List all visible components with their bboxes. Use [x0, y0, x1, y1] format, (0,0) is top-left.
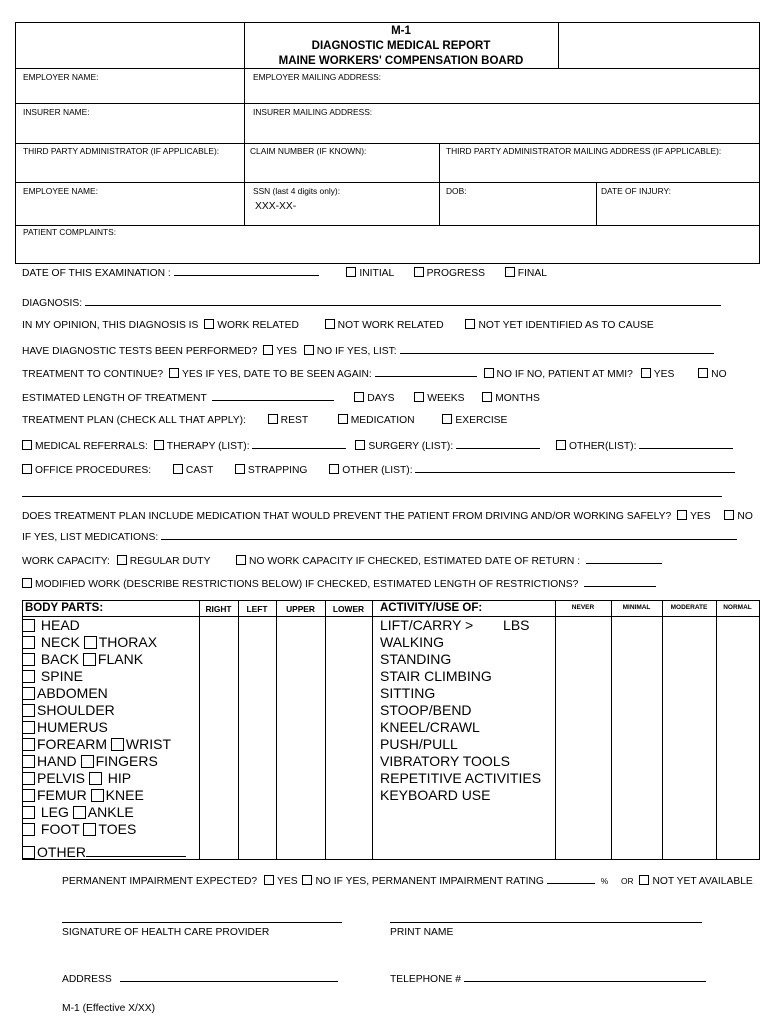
effective-label: M-1 (Effective X/XX)	[62, 1003, 156, 1014]
work-related-label: WORK RELATED	[217, 320, 299, 331]
dob-label: DOB:	[446, 186, 467, 196]
surgery-checkbox[interactable]	[355, 440, 365, 450]
activity-lift	[380, 617, 530, 634]
modified-row	[22, 576, 656, 590]
bp-row-abdomen	[22, 685, 108, 702]
referrals-row	[22, 438, 733, 452]
femur-label: FEMUR	[37, 787, 87, 803]
ssn-value: XXX-XX-	[255, 201, 297, 212]
lower-header: LOWER	[332, 604, 365, 614]
activity-walking: WALKING	[380, 634, 445, 650]
bp-row-leg	[22, 804, 134, 821]
length-label: ESTIMATED LENGTH OF TREATMENT	[22, 393, 207, 404]
activity-sitting: SITTING	[380, 685, 436, 701]
mmi-yes-label: YES	[653, 369, 675, 380]
tpa-label: THIRD PARTY ADMINISTRATOR (IF APPLICABLE):	[23, 146, 220, 156]
form-code: M-1	[391, 25, 411, 37]
continue-yes-label: YES IF YES, DATE TO BE SEEN AGAIN:	[182, 369, 372, 380]
hip-checkbox[interactable]	[89, 772, 102, 785]
never-header: NEVER	[571, 604, 595, 611]
regular-duty-label: REGULAR DUTY	[129, 556, 211, 567]
impairment-question: PERMANENT IMPAIRMENT EXPECTED?	[62, 876, 258, 887]
bp-row-shoulder	[22, 702, 115, 719]
left-header: LEFT	[246, 604, 268, 614]
employee-name-label: EMPLOYEE NAME:	[23, 186, 98, 196]
or-label: OR	[621, 876, 634, 886]
not-available-label: NOT YET AVAILABLE	[652, 876, 753, 887]
head-checkbox[interactable]	[22, 619, 35, 632]
hand-checkbox[interactable]	[22, 755, 35, 768]
neck-checkbox[interactable]	[22, 636, 35, 649]
insurer-address-label: INSURER MAILING ADDRESS:	[253, 107, 373, 117]
address-row	[62, 971, 338, 985]
med-no-label: NO	[737, 511, 753, 522]
form-subtitle: MAINE WORKERS' COMPENSATION BOARD	[278, 55, 524, 67]
other-office-checkbox[interactable]	[329, 464, 339, 474]
not-identified-checkbox[interactable]	[465, 319, 475, 329]
diagnosis-row	[22, 295, 721, 309]
exercise-label: EXERCISE	[455, 415, 508, 426]
rest-label: REST	[280, 415, 308, 426]
strapping-label: STRAPPING	[247, 465, 308, 476]
telephone-field[interactable]	[464, 971, 706, 982]
office-row	[22, 462, 735, 476]
referrals-label: MEDICAL REFERRALS:	[35, 441, 148, 452]
other-body-field[interactable]	[86, 842, 186, 857]
weeks-label: WEEKS	[427, 393, 465, 404]
right-header: RIGHT	[205, 604, 232, 614]
therapy-label: THERAPY (LIST):	[166, 441, 250, 452]
form-title: DIAGNOSTIC MEDICAL REPORT	[311, 40, 491, 52]
foot-checkbox[interactable]	[22, 823, 35, 836]
fingers-label: FINGERS	[95, 753, 158, 769]
days-label: DAYS	[367, 393, 395, 404]
not-available-checkbox[interactable]	[639, 875, 649, 885]
rest-checkbox[interactable]	[268, 414, 278, 424]
diagnosis-label: DIAGNOSIS:	[22, 298, 83, 309]
tests-question: HAVE DIAGNOSTIC TESTS BEEN PERFORMED?	[22, 346, 258, 357]
med-yes-label: YES	[690, 511, 711, 522]
activity-standing: STANDING	[380, 651, 452, 667]
impairment-rating-field[interactable]	[547, 873, 595, 884]
continue-yes-checkbox[interactable]	[169, 368, 179, 378]
modified-checkbox[interactable]	[22, 578, 32, 588]
activity-repetitive: REPETITIVE ACTIVITIES	[380, 770, 542, 786]
continue-no-checkbox[interactable]	[484, 368, 494, 378]
bp-row-neck	[22, 634, 157, 651]
date-of-injury-label: DATE OF INJURY:	[601, 186, 671, 196]
lbs-label: LBS	[503, 617, 530, 633]
tests-list-field[interactable]	[400, 343, 714, 354]
shoulder-checkbox[interactable]	[22, 704, 35, 717]
medication-list-row	[22, 529, 737, 543]
medication-label: MEDICATION	[350, 415, 415, 426]
ankle-checkbox[interactable]	[73, 806, 86, 819]
tests-no-label: NO IF YES, LIST:	[316, 346, 397, 357]
tests-yes-checkbox[interactable]	[263, 345, 273, 355]
head-label: HEAD	[40, 617, 80, 633]
opinion-row	[22, 319, 654, 331]
impairment-no-checkbox[interactable]	[302, 875, 312, 885]
other-body-label: OTHER	[37, 844, 86, 860]
office-label: OFFICE PROCEDURES:	[35, 465, 152, 476]
neck-label: NECK	[40, 634, 80, 650]
bp-row-femur	[22, 787, 144, 804]
other-referral-field[interactable]	[639, 438, 733, 449]
other-referral-label: OTHER(LIST):	[568, 441, 637, 452]
bp-row-back	[22, 651, 143, 668]
pelvis-checkbox[interactable]	[22, 772, 35, 785]
medication-list-label: IF YES, LIST MEDICATIONS:	[22, 532, 159, 543]
cast-checkbox[interactable]	[173, 464, 183, 474]
restrictions-length-field[interactable]	[584, 576, 656, 587]
address-field[interactable]	[120, 971, 338, 982]
patient-complaints-label: PATIENT COMPLAINTS:	[23, 227, 117, 237]
work-related-checkbox[interactable]	[204, 319, 214, 329]
exercise-checkbox[interactable]	[442, 414, 452, 424]
bp-row-head	[22, 617, 80, 634]
spine-checkbox[interactable]	[22, 670, 35, 683]
leg-checkbox[interactable]	[22, 806, 35, 819]
ssn-label: SSN (last 4 digits only):	[253, 186, 341, 196]
med-yes-checkbox[interactable]	[677, 510, 687, 520]
office-checkbox[interactable]	[22, 464, 32, 474]
weeks-checkbox[interactable]	[414, 392, 424, 402]
minimal-header: MINIMAL	[622, 604, 651, 611]
address-label: ADDRESS	[62, 974, 112, 985]
seen-again-field[interactable]	[375, 366, 477, 377]
length-field[interactable]	[212, 390, 334, 401]
activity-stair: STAIR CLIMBING	[380, 668, 492, 684]
insurer-name-label: INSURER NAME:	[23, 107, 90, 117]
med-no-checkbox[interactable]	[724, 510, 734, 520]
bp-row-other	[22, 842, 186, 861]
lift-label: LIFT/CARRY >	[380, 617, 474, 633]
flank-label: FLANK	[97, 651, 144, 667]
toes-checkbox[interactable]	[83, 823, 96, 836]
bp-row-hand	[22, 753, 158, 770]
impairment-no-label: NO IF YES, PERMANENT IMPAIRMENT RATING	[315, 876, 544, 887]
therapy-checkbox[interactable]	[154, 440, 164, 450]
exam-date-field[interactable]	[174, 265, 319, 276]
fingers-checkbox[interactable]	[81, 755, 94, 768]
mmi-no-checkbox[interactable]	[698, 368, 708, 378]
tests-no-checkbox[interactable]	[304, 345, 314, 355]
femur-checkbox[interactable]	[22, 789, 35, 802]
signature-line[interactable]	[62, 922, 342, 923]
back-checkbox[interactable]	[22, 653, 35, 666]
telephone-label: TELEPHONE #	[390, 974, 461, 985]
toes-label: TOES	[98, 821, 137, 837]
forearm-checkbox[interactable]	[22, 738, 35, 751]
activity-stoop: STOOP/BEND	[380, 702, 472, 718]
initial-label: INITIAL	[359, 268, 394, 279]
tests-row	[22, 343, 714, 357]
progress-label: PROGRESS	[426, 268, 486, 279]
capacity-label: WORK CAPACITY:	[22, 556, 110, 567]
referrals-checkbox[interactable]	[22, 440, 32, 450]
other-office-label: OTHER (LIST):	[342, 465, 413, 476]
medication-list-field[interactable]	[161, 529, 737, 540]
print-name-line[interactable]	[390, 922, 702, 923]
bp-row-spine	[22, 668, 83, 685]
humerus-checkbox[interactable]	[22, 721, 35, 734]
bp-row-forearm	[22, 736, 171, 753]
surgery-label: SURGERY (LIST):	[368, 441, 454, 452]
tpa-address-label: THIRD PARTY ADMINISTRATOR MAILING ADDRESS (IF APPLICABLE):	[446, 146, 722, 156]
final-checkbox[interactable]	[505, 267, 515, 277]
months-checkbox[interactable]	[482, 392, 492, 402]
telephone-row	[390, 971, 706, 985]
normal-header: NORMAL	[723, 604, 752, 611]
progress-checkbox[interactable]	[414, 267, 424, 277]
surgery-field[interactable]	[456, 438, 540, 449]
capacity-row	[22, 553, 662, 567]
impairment-yes-checkbox[interactable]	[264, 875, 274, 885]
mmi-yes-checkbox[interactable]	[641, 368, 651, 378]
regular-duty-checkbox[interactable]	[117, 555, 127, 565]
hand-label: HAND	[37, 753, 77, 769]
activity-kneel: KNEEL/CRAWL	[380, 719, 480, 735]
strapping-checkbox[interactable]	[235, 464, 245, 474]
abdomen-label: ABDOMEN	[37, 685, 108, 701]
tests-yes-label: YES	[276, 346, 297, 357]
percent-label: %	[600, 876, 609, 886]
modified-label: MODIFIED WORK (DESCRIBE RESTRICTIONS BELOW) IF CHECKED, ESTIMATED LENGTH OF RESTRICTIONS?	[35, 579, 579, 590]
back-label: BACK	[40, 651, 80, 667]
wrist-label: WRIST	[125, 736, 171, 752]
blank-line[interactable]	[22, 496, 722, 497]
leg-label: LEG	[40, 804, 69, 820]
employer-address-label: EMPLOYER MAILING ADDRESS:	[253, 72, 381, 82]
signature-label: SIGNATURE OF HEALTH CARE PROVIDER	[62, 927, 270, 938]
bp-row-foot	[22, 821, 136, 838]
impairment-yes-label: YES	[276, 876, 298, 887]
claim-number-label: CLAIM NUMBER (IF KNOWN):	[250, 146, 367, 156]
no-capacity-label: NO WORK CAPACITY IF CHECKED, ESTIMATED DATE OF RETURN :	[249, 556, 581, 567]
flank-checkbox[interactable]	[83, 653, 96, 666]
not-work-related-checkbox[interactable]	[325, 319, 335, 329]
continue-row	[22, 366, 727, 380]
spine-label: SPINE	[40, 668, 83, 684]
plan-label: TREATMENT PLAN (CHECK ALL THAT APPLY):	[22, 415, 246, 426]
months-label: MONTHS	[495, 393, 540, 404]
hip-label: HIP	[107, 770, 132, 786]
bp-row-humerus	[22, 719, 108, 736]
not-identified-label: NOT YET IDENTIFIED AS TO CAUSE	[478, 320, 654, 331]
medication-question: DOES TREATMENT PLAN INCLUDE MEDICATION THAT WOULD PREVENT THE PATIENT FROM DRIVING AND/OR WORKING SAFELY?	[22, 511, 672, 522]
exam-date-label: DATE OF THIS EXAMINATION :	[22, 268, 171, 279]
employer-name-label: EMPLOYER NAME:	[23, 72, 99, 82]
length-row	[22, 390, 540, 404]
pelvis-label: PELVIS	[37, 770, 85, 786]
diagnosis-field[interactable]	[85, 295, 721, 306]
other-body-checkbox[interactable]	[22, 846, 35, 859]
days-checkbox[interactable]	[354, 392, 364, 402]
moderate-header: MODERATE	[670, 604, 708, 611]
continue-no-label: NO IF NO, PATIENT AT MMI?	[496, 369, 633, 380]
humerus-label: HUMERUS	[37, 719, 108, 735]
therapy-field[interactable]	[252, 438, 346, 449]
knee-label: KNEE	[105, 787, 144, 803]
foot-label: FOOT	[40, 821, 80, 837]
activity-push: PUSH/PULL	[380, 736, 458, 752]
mmi-no-label: NO	[711, 369, 727, 380]
bp-row-pelvis	[22, 770, 131, 787]
other-office-field[interactable]	[415, 462, 735, 473]
medication-question-row	[22, 510, 753, 522]
continue-question: TREATMENT TO CONTINUE?	[22, 369, 164, 380]
not-work-related-label: NOT WORK RELATED	[337, 320, 444, 331]
plan-row	[22, 414, 507, 426]
activity-header: ACTIVITY/USE OF:	[380, 602, 483, 614]
thorax-checkbox[interactable]	[84, 636, 97, 649]
ankle-label: ANKLE	[87, 804, 134, 820]
impairment-row	[62, 873, 753, 887]
thorax-label: THORAX	[98, 634, 158, 650]
initial-checkbox[interactable]	[346, 267, 356, 277]
abdomen-checkbox[interactable]	[22, 687, 35, 700]
return-date-field[interactable]	[586, 553, 662, 564]
final-label: FINAL	[517, 268, 547, 279]
opinion-label: IN MY OPINION, THIS DIAGNOSIS IS	[22, 320, 199, 331]
activity-keyboard: KEYBOARD USE	[380, 787, 491, 803]
exam-row	[22, 265, 547, 279]
medication-checkbox[interactable]	[338, 414, 348, 424]
knee-checkbox[interactable]	[91, 789, 104, 802]
print-name-label: PRINT NAME	[390, 927, 454, 938]
cast-label: CAST	[185, 465, 214, 476]
no-capacity-checkbox[interactable]	[236, 555, 246, 565]
activity-vibratory: VIBRATORY TOOLS	[380, 753, 510, 769]
shoulder-label: SHOULDER	[37, 702, 115, 718]
upper-header: UPPER	[286, 604, 315, 614]
forearm-label: FOREARM	[37, 736, 107, 752]
other-referral-checkbox[interactable]	[556, 440, 566, 450]
wrist-checkbox[interactable]	[111, 738, 124, 751]
body-parts-header: BODY PARTS:	[25, 602, 104, 614]
